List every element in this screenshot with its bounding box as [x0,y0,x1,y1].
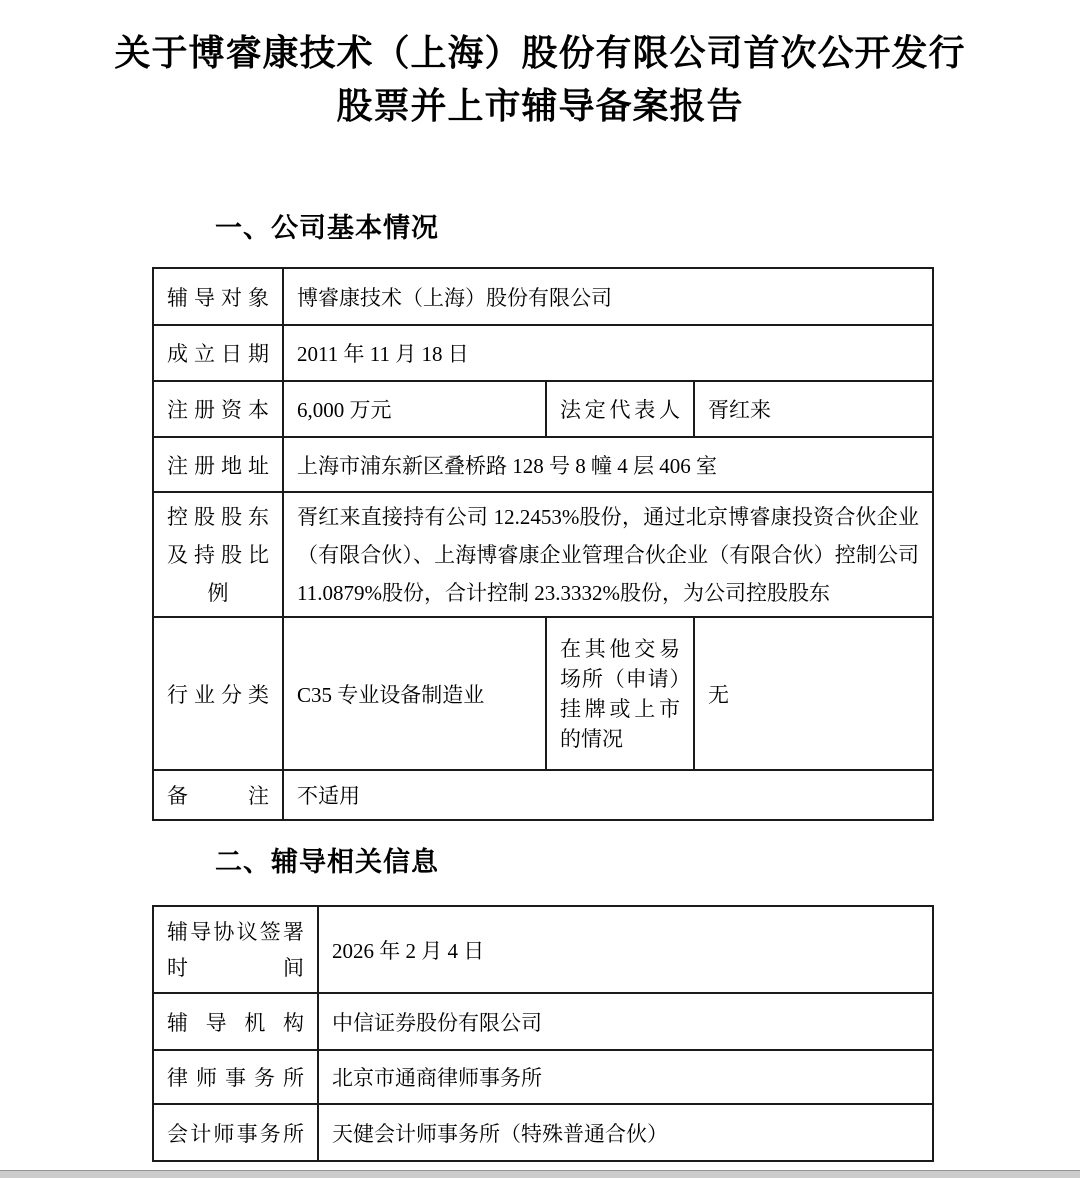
section-2-heading: 二、辅导相关信息 [215,847,439,877]
accounting-firm-value: 天健会计师事务所（特殊普通合伙） [318,1104,933,1161]
document-title [0,26,1080,132]
agreement-signing-time-value: 2026 年 2 月 4 日 [318,906,933,993]
controlling-shareholder-label-line-1: 控股股东 [167,504,269,529]
table-row-guidance-institution [153,993,933,1050]
industry-classification-label: 行业分类 [153,617,283,770]
table-row-controlling-shareholder [153,492,933,617]
guidance-institution-value: 中信证券股份有限公司 [318,993,933,1050]
registered-address-value: 上海市浦东新区叠桥路 128 号 8 幢 4 层 406 室 [283,437,933,492]
agreement-signing-time-label-line-1: 辅导协议签署 [167,919,304,944]
accounting-firm-label: 会计师事务所 [153,1104,318,1161]
document-title-line-2: 股票并上市辅导备案报告 [336,85,744,126]
section-1-heading: 一、公司基本情况 [215,213,439,243]
legal-representative-label: 法定代表人 [546,381,694,437]
controlling-shareholder-label-line-2: 及持股比 [167,542,269,567]
registered-capital-label: 注册资本 [153,381,283,437]
other-venue-listing-label: 在其他交易场所（申请）挂牌或上市的情况 [546,617,694,770]
controlling-shareholder-label [153,492,283,617]
registered-address-label: 注册地址 [153,437,283,492]
controlling-shareholder-value: 胥红来直接持有公司 12.2453%股份，通过北京博睿康投资合伙企业（有限合伙）、上海博睿康企业管理合伙企业（有限合伙）控制公司 11.0879%股份，合计控制 23.3332%股份，为公司控股股东 [283,492,933,617]
company-basic-info-table [152,267,934,821]
table-row-establishment-date [153,325,933,381]
table-row-agreement-signing-time [153,906,933,993]
guidance-target-label: 辅导对象 [153,268,283,325]
registered-capital-value: 6,000 万元 [283,381,546,437]
table-row-accounting-firm [153,1104,933,1161]
controlling-shareholder-label-line-3: 例 [207,580,229,605]
establishment-date-value: 2011 年 11 月 18 日 [283,325,933,381]
table-row-registered-capital [153,381,933,437]
establishment-date-label: 成立日期 [153,325,283,381]
document-title-line-1: 关于博睿康技术（上海）股份有限公司首次公开发行 [114,32,966,73]
agreement-signing-time-label [153,906,318,993]
table-row-industry-classification [153,617,933,770]
page-bottom-edge [0,1170,1080,1178]
agreement-signing-time-label-line-2: 时间 [167,955,304,980]
guidance-target-value: 博睿康技术（上海）股份有限公司 [283,268,933,325]
table-row-registered-address [153,437,933,492]
guidance-institution-label: 辅导机构 [153,993,318,1050]
remarks-value: 不适用 [283,770,933,820]
table-row-guidance-target [153,268,933,325]
table-row-remarks [153,770,933,820]
other-venue-listing-value: 无 [694,617,933,770]
law-firm-label: 律师事务所 [153,1050,318,1104]
guidance-info-table [152,905,934,1162]
legal-representative-value: 胥红来 [694,381,933,437]
table-row-law-firm [153,1050,933,1104]
industry-classification-value: C35 专业设备制造业 [283,617,546,770]
law-firm-value: 北京市通商律师事务所 [318,1050,933,1104]
remarks-label: 备注 [153,770,283,820]
